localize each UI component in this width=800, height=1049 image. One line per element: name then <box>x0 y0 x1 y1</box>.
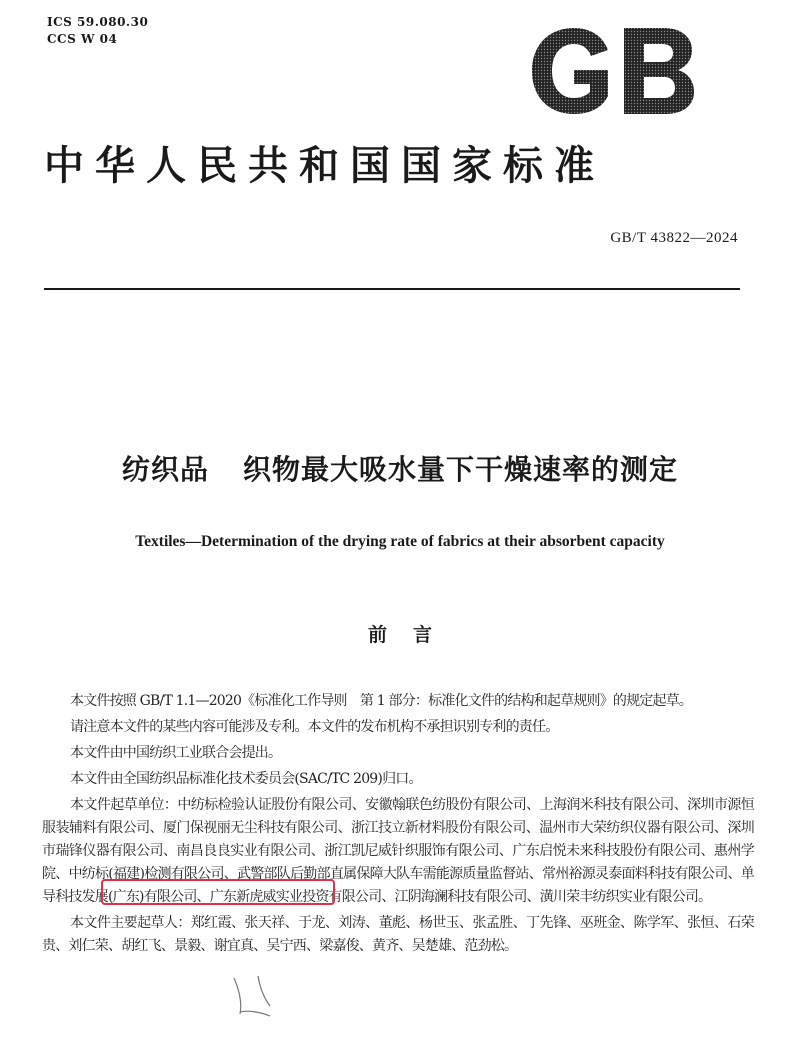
national-standard-title: 中华人民共和国国家标准 <box>44 142 605 189</box>
chinese-title-part1: 纺织品 <box>121 453 209 486</box>
standard-number: GB/T 43822—2024 <box>610 230 738 246</box>
english-title: Textiles—Determination of the drying rate of fabrics at their absorbent capacity <box>135 533 665 550</box>
gb-logo <box>528 24 698 118</box>
preface-heading: 前言 <box>367 624 458 646</box>
paragraph: 本文件按照 GB/T 1.1—2020《标准化工作导则 第 1 部分：标准化文件的结构和起草规则》的规定起草。 <box>70 693 693 709</box>
paragraph: 本文件由中国纺织工业联合会提出。 <box>70 745 282 761</box>
paragraph-drafters: 本文件主要起草人：郑红霞、张天祥、于龙、刘涛、董彪、杨世玉、张孟胜、丁先锋、巫班金、陈学军、张恒、石荣贵、刘仁荣、胡红飞、景毅、谢宜真、吴宁西、梁嘉俊、黄齐、吴楚雄、范劲松。 <box>42 915 754 954</box>
ics-code: ICS 59.080.30 <box>47 15 149 29</box>
paragraph: 本文件由全国纺织品标准化技术委员会(SAC/TC 209)归口。 <box>70 771 422 787</box>
classification-codes <box>47 14 148 48</box>
handwritten-mark <box>230 972 294 1018</box>
ccs-code: CCS W 04 <box>47 32 118 46</box>
paragraph: 请注意本文件的某些内容可能涉及专利。本文件的发布机构不承担识别专利的责任。 <box>70 719 559 735</box>
header-divider <box>44 288 740 290</box>
paragraph-drafting-units: 本文件起草单位：中纺标检验认证股份有限公司、安徽翰联色纺股份有限公司、上海润米科技有限公司、深圳市源恒服装辅料有限公司、厦门保视丽无尘科技有限公司、浙江技立新材料股份有限公司、温州市大荣纺织仪器有限公司、深圳市瑞锋仪器有限公司、南昌良良实业有限公司、浙江凯尼威针织服饰有限公司、广东启悦未来科技股份有限公司、惠州学院、中纺标(福建)检测有限公司、武警部队后勤部直属保障大队车需能源质量监督站、常州裕源灵泰面料科技有限公司、单导科技发展(广东)有限公司、广东新虎威实业投资有限公司、江阴海澜科技有限公司、潢川荣丰纺织实业有限公司。 <box>42 797 754 905</box>
chinese-title-part2: 织物最大吸水量下干燥速率的测定 <box>243 453 679 486</box>
chinese-title <box>40 448 760 488</box>
preface-body <box>42 690 754 961</box>
